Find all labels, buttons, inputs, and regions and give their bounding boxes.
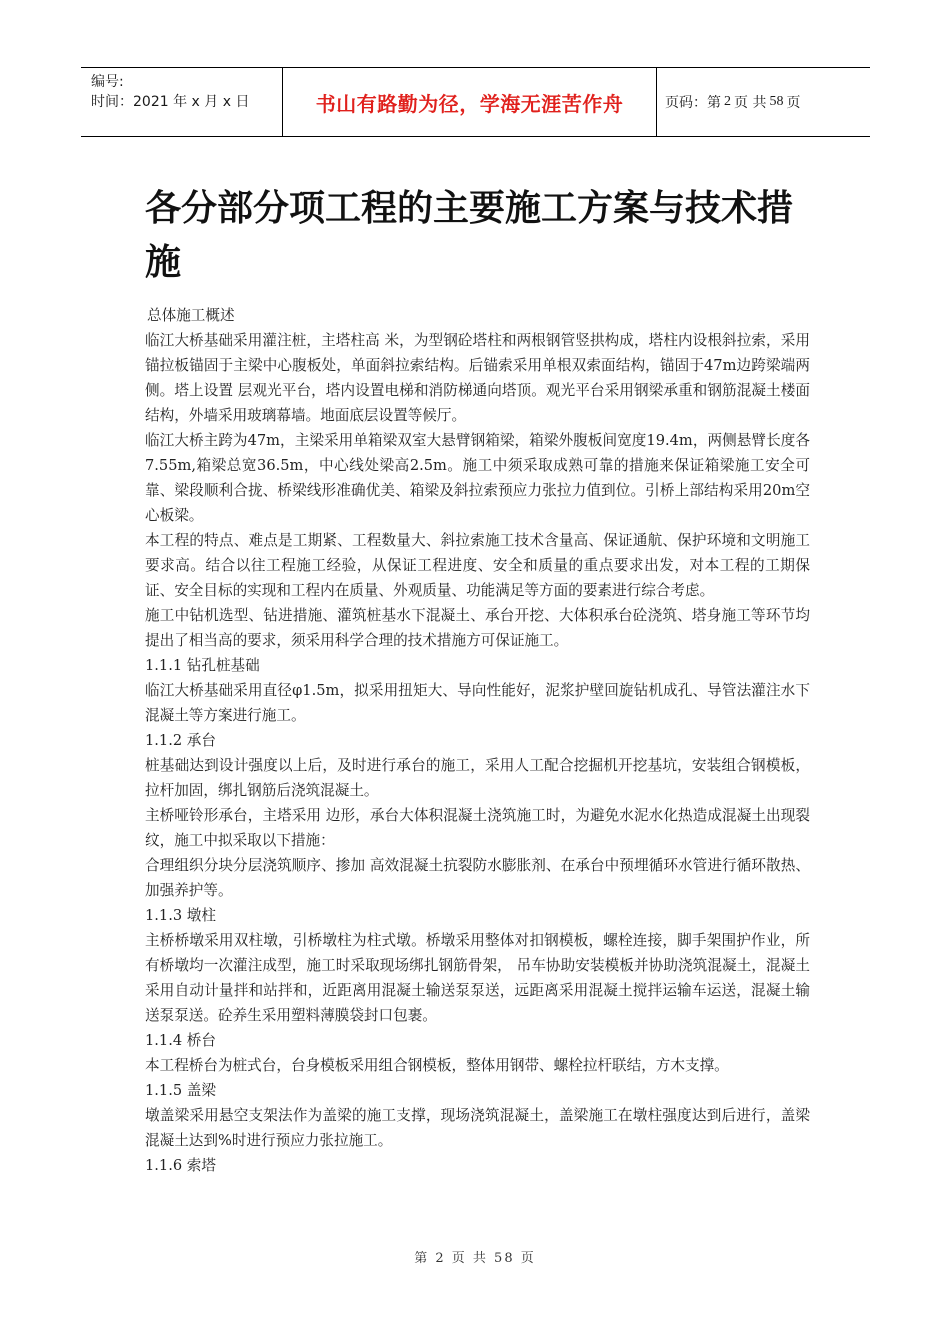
body-paragraph: 墩盖梁采用悬空支架法作为盖梁的施工支撑，现场浇筑混凝土，盖梁施工在墩柱强度达到后进行，盖梁混凝土达到%时进行预应力张拉施工。 [145,1107,810,1149]
header-date-line: 时间：2021 年 x 月 x 日 [91,94,250,110]
body-paragraph: 临江大桥基础采用直径φ1.5m，拟采用扭矩大、导向性能好，泥浆护壁回旋钻机成孔、导管法灌注水下混凝土等方案进行施工。 [145,682,810,724]
body-paragraph: 合理组织分块分层浇筑顺序、掺加 高效混凝土抗裂防水膨胀剂、在承台中预埋循环水管进行循环散热、加强养护等。 [145,857,810,899]
header-motto: 书山有路勤为径，学海无涯苦作舟 [283,68,657,136]
body-paragraph: 主桥哑铃形承台，主塔采用 边形，承台大体积混凝土浇筑施工时，为避免水泥水化热造成混凝土出现裂纹，施工中拟采取以下措施： [145,807,810,849]
page-footer: 第 2 页 共 58 页 [414,1251,536,1266]
page-prefix: 页码：第 [665,95,721,111]
document-title: 各分部分项工程的主要施工方案与技术措施 [145,188,794,283]
body-paragraph: 临江大桥主跨为47m，主梁采用单箱梁双室大悬臂钢箱梁，箱梁外腹板间宽度19.4m，两侧悬臂长度各7.55m,箱梁总宽36.5m，中心线处梁高2.5m。施工中须采取成熟可靠的措施来保证箱梁施工安全可靠、梁段顺利合拢、桥梁线形准确优美、箱梁及斜拉索预应力张拉力值到位。引桥上部结构采用20m空心板梁。 [145,432,810,524]
document-header [81,67,870,137]
body-paragraph: 主桥桥墩采用双柱墩，引桥墩柱为柱式墩。桥墩采用整体对扣钢模板，螺栓连接，脚手架围护作业，所有桥墩均一次灌注成型，施工时采取现场绑扎钢筋骨架， 吊车协助安装模板并协助浇筑混凝土，混凝土采用自动计量拌和站拌和，近距离用混凝土输送泵泵送，远距离采用混凝土搅拌运输车运送，混凝土输送泵泵送。砼养生采用塑料薄膜袋封口包裹。 [145,932,810,1024]
section-heading: 1.1.2 承台 [145,732,216,749]
section-heading: 1.1.3 墩柱 [145,907,216,924]
body-paragraph: 本工程的特点、难点是工期紧、工程数量大、斜拉索施工技术含量高、保证通航、保护环境和文明施工要求高。结合以往工程施工经验，从保证工程进度、安全和质量的重点要求出发，对本工程的工期保证、安全目标的实现和工程内在质量、外观质量、功能满足等方面的要素进行综合考虑。 [145,532,810,599]
page-mid: 页 共 [734,95,767,111]
body-paragraph: 临江大桥基础采用灌注桩，主塔柱高 米，为型钢砼塔柱和两根钢管竖拱构成，塔柱内设根斜拉索，采用锚拉板锚固于主梁中心腹板处，单面斜拉索结构。后锚索采用单根双索面结构，锚固于47m边跨梁端两侧。塔上设置 层观光平台，塔内设置电梯和消防梯通向塔顶。观光平台采用钢梁承重和钢筋混凝土楼面结构，外墙采用玻璃幕墙。地面底层设置等候厅。 [145,332,810,424]
section-heading: 1.1.6 索塔 [145,1157,216,1174]
header-number-label: 编号: [91,74,124,90]
page-total: 58 [769,94,784,109]
document-body [145,303,810,1178]
page-suffix: 页 [786,95,801,111]
header-meta-cell [81,68,283,136]
body-paragraph: 本工程桥台为桩式台，台身模板采用组合钢模板，整体用钢带、螺栓拉杆联结，方木支撑。 [145,1057,729,1074]
section-heading: 1.1.4 桥台 [145,1032,216,1049]
header-page-indicator [657,68,870,136]
body-paragraph: 桩基础达到设计强度以上后，及时进行承台的施工，采用人工配合挖掘机开挖基坑，安装组合钢模板，拉杆加固，绑扎钢筋后浇筑混凝土。 [145,757,810,799]
section-heading: 1.1.5 盖梁 [145,1082,216,1099]
section-heading: 总体施工概述 [147,307,235,324]
page-current: 2 [724,94,731,109]
section-heading: 1.1.1 钻孔桩基础 [145,657,260,674]
body-paragraph: 施工中钻机选型、钻进措施、灌筑桩基水下混凝土、承台开挖、大体积承台砼浇筑、塔身施工等环节均提出了相当高的要求，须采用科学合理的技术措施方可保证施工。 [145,607,810,649]
